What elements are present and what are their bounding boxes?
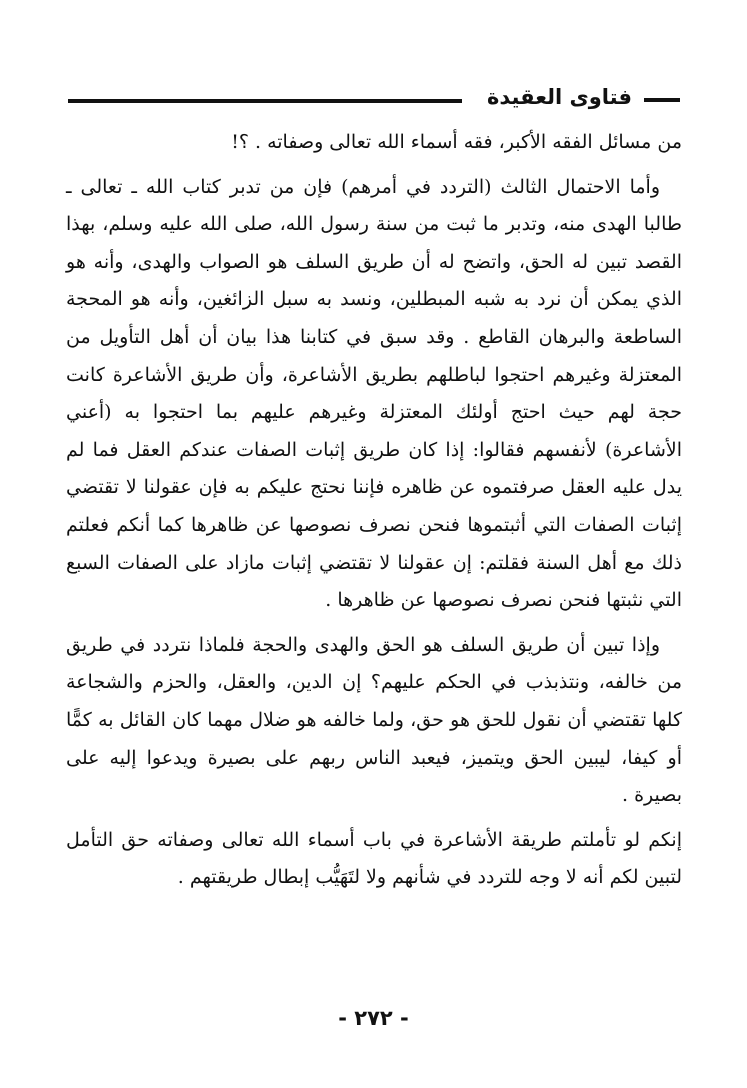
running-header bbox=[68, 82, 680, 112]
paragraph-salaf-path: وإذا تبين أن طريق السلف هو الحق والهدى والحجة فلماذا نتردد في طريق من خالفه، ونتذبذب في الحكم عليهم؟ إن الدين، والعقل، والحزم والشجاعة كلها تقتضي أن نقول للحق هو حق، ولما خالفه هو ضلال مهما كان القائل به كمًّا أو كيفا، ليبين الحق ويتميز، فيعبد الناس ربهم على بصيرة ويدعوا إليه على بصيرة . bbox=[66, 633, 682, 807]
body-text bbox=[66, 124, 682, 897]
paragraph-conclusion: إنكم لو تأملتم طريقة الأشاعرة في باب أسماء الله تعالى وصفاته حق التأمل لتبين لكم أنه لا وجه للتردد في شأنهم ولا لتَهَيُّب إبطال طريقتهم . bbox=[66, 828, 682, 889]
header-dash-decoration bbox=[644, 98, 680, 102]
paragraph-third-possibility: وأما الاحتمال الثالث (التردد في أمرهم) فإن من تدبر كتاب الله ـ تعالى ـ طالبا الهدى منه، وتدبر ما ثبت من سنة رسول الله، صلى الله عليه وسلم، بهذا القصد تبين له الحق، واتضح له أن طريق السلف هو الصواب والهدى، وأنه هو الذي يمكن أن نرد به شبه المبطلين، ونسد به سبل الزائغين، وأنه هو المحجة الساطعة والبرهان القاطع . وقد سبق في كتابنا هذا بيان أن أهل التأويل من المعتزلة وغيرهم احتجوا لباطلهم بطريق الأشاعرة، وأن طريق الأشاعرة كانت حجة لهم حيث احتج أولئك المعتزلة وغيرهم عليهم بما احتجوا به (أعني الأشاعرة) لأنفسهم فقالوا: إذا كان طريق إثبات الصفات عندكم العقل فما لم يدل عليه العقل صرفتموه عن ظاهره فإننا نحتج عليكم به فإن عقولنا لا تقتضي إثبات الصفات التي أثبتموها فنحن نصرف نصوصها عن ظاهرها كما أنكم فعلتم ذلك مع أهل السنة فقلتم: إن عقولنا لا تقتضي إثبات مازاد على الصفات السبع التي نثبتها فنحن نصرف نصوصها عن ظاهرها . bbox=[66, 175, 682, 612]
header-rule-line bbox=[68, 99, 462, 103]
page-number: - ٢٧٢ - bbox=[338, 1006, 409, 1030]
paragraph-continuation: من مسائل الفقه الأكبر، فقه أسماء الله تعالى وصفاته . ؟! bbox=[231, 131, 682, 153]
header-title: فتاوى العقيدة bbox=[487, 85, 632, 109]
